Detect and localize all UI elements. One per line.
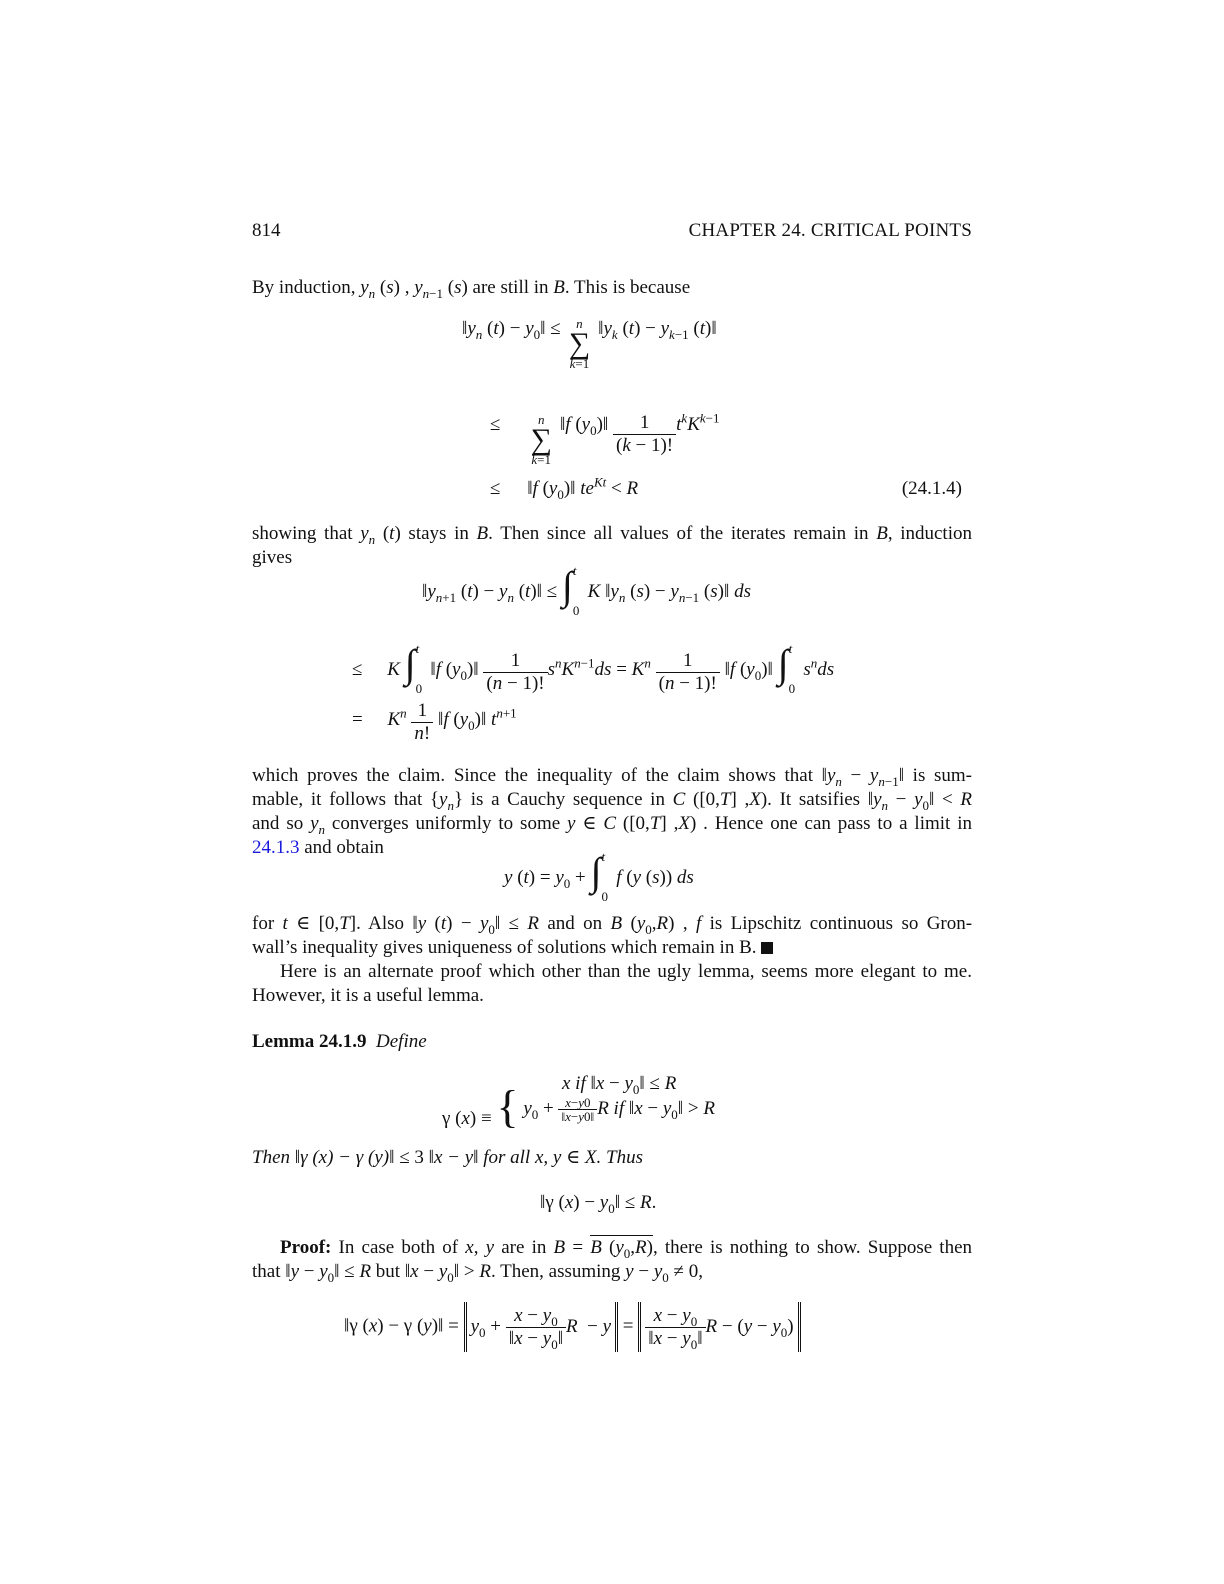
proof-line1: Proof: In case both of x, y are in B = B $(y_0,R)$, there is nothing to show. Suppose then bbox=[280, 1237, 973, 1261]
paragraph-induction: By induction, $y_n$ (s) , $y_{n-1}$ (s) are still in B. This is because bbox=[252, 277, 691, 301]
proof-label: Proof: bbox=[280, 1237, 332, 1258]
equation-sum-2: ≤ n ∑ k=1 ‖f $(y_0)‖$ $\frac{1}{(k - 1)!}$ $t^kK^{k-1}$ bbox=[490, 411, 720, 467]
paragraph-alternate-line2: However, it is a useful lemma. bbox=[252, 985, 484, 1006]
equation-result: = $K^n$ $\frac{1}{n!}$ ‖f $(y_0)‖$ $t^{n+1}$ bbox=[352, 700, 517, 744]
paragraph-claim-line3: and so $y_n$ converges uniformly to some y ∈ C ([0,T] ,X) . Hence one can pass to a limit in bbox=[252, 813, 972, 837]
equation-integral-1: $‖y_{n+1}$ $(t) - y_n$ (t)‖ ≤ ∫ t 0 K $‖y_n$ $(s) - y_{n-1}$ (s)‖ ds bbox=[422, 562, 751, 618]
page-number: 814 bbox=[252, 220, 281, 241]
lemma-define: Define bbox=[376, 1031, 427, 1052]
equation-sum-1: $‖y_n$ $(t) - y_0‖$ ≤ n ∑ k=1 $‖y_k$ $(t) - y_{k-1}$ (t)‖ bbox=[462, 316, 717, 371]
proof-line2: that ‖y − $y_0‖ \le R$ but ‖x − $y_0‖ > R$. Then, assuming $y - y_0 \ne 0$, bbox=[252, 1261, 703, 1285]
equation-label: (24.1.4) bbox=[901, 478, 962, 499]
equation-integral-2: ≤ K ∫ t 0 ‖f $(y_0)‖$ $\frac{1}{(n - 1)!}$ $s^nK^{n-1}ds = K^n$ $\frac{1}{(n - 1)!}$ ‖f $(y_0)‖$ ∫ t 0 $s^nds$ bbox=[352, 640, 835, 696]
claim-line4-text: and obtain bbox=[299, 837, 384, 858]
lemma-then: Then ‖γ (x) − γ (y)‖ ≤ 3 ‖x − y‖ for all x, y ∈ X. Thus bbox=[252, 1147, 643, 1168]
gronwall-text: wall’s inequality gives uniqueness of solutions which remain in B. bbox=[252, 937, 757, 958]
paragraph-showing-line2: gives bbox=[252, 547, 293, 568]
paragraph-gronwall-line1: for t ∈ [0,T]. Also ‖y $(t) - y_0‖ \le R$ and on B $(y_0,R)$ , f is Lipschitz continuous so Gron- bbox=[252, 913, 973, 937]
paragraph-gronwall-line2 bbox=[252, 936, 972, 960]
equation-link-24-1-3[interactable]: 24.1.3 bbox=[252, 837, 300, 858]
paragraph-claim-line1: which proves the claim. Since the inequality of the claim shows that $‖y_n$ − $y_{n-1}‖$ is sum- bbox=[252, 765, 972, 789]
equation-gamma-definition: γ (x) ≡ { x if ‖x − $y_0‖ \le R$ $y_0$ + $\frac{x-y0}{‖x-y0‖}$ R if ‖x − $y_0‖ > R$ bbox=[442, 1073, 715, 1132]
equation-bound: ≤ ‖f $(y_0)‖$ $te^{Kt} < R$ bbox=[490, 474, 639, 502]
qed-square-icon bbox=[761, 942, 773, 954]
paragraph-showing-line1: showing that $y_n$ (t) stays in B. Then since all values of the iterates remain in B, induction bbox=[252, 523, 972, 547]
chapter-title: CHAPTER 24. CRITICAL POINTS bbox=[688, 220, 972, 241]
lemma-heading bbox=[252, 1030, 972, 1054]
equation-limit: y $(t) = y_0$ + ∫ t 0 f (y (s)) ds bbox=[504, 848, 694, 904]
equation-gamma-bound: ‖γ $(x) - y_0‖ \le R$. bbox=[540, 1192, 657, 1216]
paragraph-alternate-line1: Here is an alternate proof which other than the ugly lemma, seems more elegant to me. bbox=[280, 961, 972, 982]
paragraph-claim-line2: mable, it follows that $\{y_n\}$ is a Cauchy sequence in C ([0,T] ,X). It satsifies $‖y_n$ − $y_0‖ < R$ bbox=[252, 789, 973, 813]
equation-gamma-difference: ‖γ (x) − γ (y)‖ = $y_0$ + $\frac{x - y_0}{‖x - y_0‖}$ R − y = $\frac{x - y_0}{‖x - y_0‖}$ $R - (y - y_0)$ bbox=[344, 1302, 801, 1352]
lemma-label: Lemma 24.1.9 bbox=[252, 1031, 367, 1052]
